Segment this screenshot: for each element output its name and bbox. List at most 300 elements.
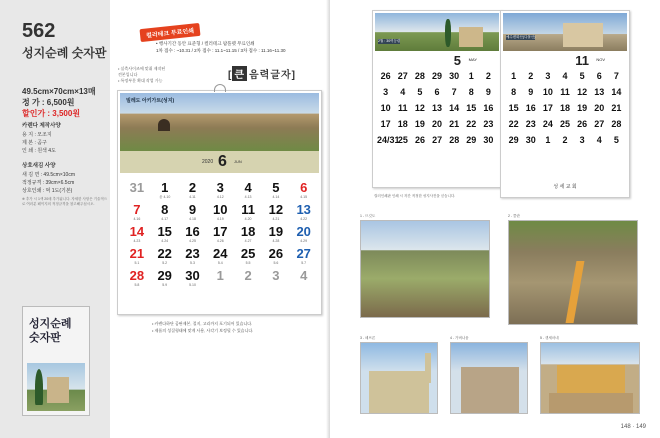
date-cell	[556, 103, 573, 119]
date-cell	[505, 119, 522, 135]
mini-note: • 실측사이즈에 맞춰 제작된	[118, 66, 166, 71]
date-cell	[428, 119, 445, 135]
date-cell	[428, 87, 445, 103]
week-row	[123, 181, 318, 203]
lunar-date: 4.20	[244, 217, 252, 221]
date-cell	[290, 203, 318, 225]
date-cell	[446, 119, 463, 135]
product-info-panel	[0, 0, 110, 438]
date-cell	[234, 203, 262, 225]
lunar-date: 4.25	[189, 239, 196, 243]
product-name: 성지순례 숫자판	[22, 46, 107, 60]
date-cell	[446, 135, 463, 151]
date-number: 21	[611, 103, 622, 113]
date-cell	[394, 135, 411, 151]
date-number: 25	[559, 119, 570, 129]
lunar-date: 4.11	[189, 195, 196, 199]
date-number: 5	[613, 135, 619, 145]
calendar-photo	[120, 93, 319, 151]
imprint-footer: 성 세 교 회	[553, 184, 577, 190]
date-cell	[505, 103, 522, 119]
date-number: 10	[213, 202, 228, 217]
sample-photo	[375, 13, 499, 51]
spec-section	[22, 122, 108, 155]
week-row	[123, 203, 318, 225]
date-number: 30	[449, 71, 460, 81]
date-number: 21	[449, 119, 460, 129]
date-number: 2	[485, 71, 491, 81]
lunar-date: 4.19	[216, 217, 224, 221]
date-number: 3	[216, 180, 224, 195]
date-number: 10	[380, 103, 391, 113]
date-number: 25	[240, 246, 256, 261]
date-cell	[463, 103, 480, 119]
date-number: 11	[560, 87, 570, 97]
date-cell	[151, 247, 179, 269]
product-number: 562	[22, 20, 56, 42]
date-number: 5	[417, 87, 423, 97]
date-number: 15	[508, 103, 519, 113]
date-cell	[262, 203, 290, 225]
spec-line: 제 본 : 곰구	[22, 140, 47, 146]
lunar-date: 윤 4.10	[159, 195, 171, 199]
date-number: 18	[559, 103, 570, 113]
date-cell	[539, 87, 556, 103]
week-row	[123, 225, 318, 247]
spec-heading: 카렌다 제작사양	[22, 123, 61, 129]
date-cell	[394, 103, 411, 119]
date-number: 21	[129, 246, 145, 261]
photo-label: 4 - 가버나움	[450, 336, 469, 340]
week-row	[505, 71, 625, 87]
photo-hebron	[360, 342, 438, 414]
date-number: 1	[545, 135, 551, 145]
date-number: 26	[380, 71, 391, 81]
sample-grid	[505, 71, 625, 151]
date-number: 1	[161, 180, 169, 195]
sample-month-name: MAY	[468, 57, 477, 62]
date-cell	[290, 181, 318, 203]
calendar-note: • 카렌다하단 곰판제본, 절지, 고리까지 포기되어 있습니다.	[152, 321, 253, 326]
date-cell	[206, 225, 234, 247]
date-number: 11	[397, 103, 408, 113]
calendar-year: 2020	[202, 159, 214, 165]
date-cell	[574, 71, 591, 87]
page-numbers: 148 · 149	[620, 424, 646, 430]
date-cell	[556, 119, 573, 135]
date-cell	[480, 103, 497, 119]
date-number: 9	[485, 87, 491, 97]
date-number: 20	[594, 103, 605, 113]
date-cell	[591, 119, 608, 135]
date-number: 12	[577, 87, 588, 97]
date-number: 2	[562, 135, 568, 145]
photo-capernaum	[450, 342, 528, 414]
date-cell	[480, 71, 497, 87]
date-cell	[539, 119, 556, 135]
date-cell	[377, 135, 400, 151]
date-cell	[574, 103, 591, 119]
date-cell	[574, 119, 591, 135]
date-number: 26	[577, 119, 588, 129]
calendar-thumbnail	[22, 306, 90, 416]
product-discount: 할인가 : 3,500원	[22, 109, 81, 118]
lunar-date: 5.5	[245, 261, 251, 265]
date-cell	[411, 119, 428, 135]
sample-caption: 예수변화산(다볼산)	[506, 35, 536, 39]
date-number: 14	[449, 103, 460, 113]
date-cell	[206, 247, 234, 269]
date-number: 26	[268, 246, 284, 261]
date-cell	[234, 225, 262, 247]
date-cell	[428, 71, 445, 87]
date-cell	[556, 71, 573, 87]
week-row	[505, 135, 625, 151]
date-cell	[429, 135, 446, 151]
photo-gethsemane	[540, 342, 640, 414]
date-number: 11	[241, 202, 255, 217]
large-text-label: 음력글자	[249, 70, 292, 81]
date-cell	[206, 181, 234, 203]
date-cell	[262, 181, 290, 203]
date-cell	[446, 71, 463, 87]
date-cell	[123, 181, 151, 203]
sample-caption: 2월 : 30여등령	[378, 39, 401, 43]
date-cell	[179, 203, 207, 225]
date-number: 31	[129, 180, 145, 195]
sample-month-header	[503, 51, 627, 69]
date-cell	[123, 225, 151, 247]
date-cell	[539, 103, 556, 119]
sample-photo	[503, 13, 627, 51]
lunar-date: 5.1	[134, 261, 140, 265]
date-number: 23	[525, 119, 536, 129]
photo-label: 1 - 므깃도	[360, 214, 376, 218]
date-cell	[206, 203, 234, 225]
lunar-date: 4.26	[216, 239, 224, 243]
hanger-hook	[214, 84, 226, 92]
date-number: 8	[468, 87, 474, 97]
print-line: 적정규격 : 39cm×6.5cm	[22, 180, 75, 186]
sample-grid	[377, 71, 497, 151]
print-line: 새 김 면 : 49.5cm×10cm	[22, 172, 75, 178]
date-number: 3	[383, 87, 389, 97]
lunar-date: 5.7	[301, 261, 307, 265]
date-cell	[446, 87, 463, 103]
date-number: 27	[397, 71, 408, 81]
date-cell	[522, 71, 539, 87]
date-number: 3	[272, 268, 280, 283]
date-number: 13	[296, 202, 311, 217]
lunar-date: 4.24	[161, 239, 169, 243]
sample-month-header	[375, 51, 499, 69]
date-cell	[179, 181, 207, 203]
lunar-date: 4.16	[133, 217, 141, 221]
date-cell	[539, 135, 556, 151]
date-cell	[151, 269, 179, 291]
calendar-grid	[123, 181, 318, 291]
date-number: 14	[129, 224, 145, 239]
date-number: 29	[508, 135, 519, 145]
week-row	[505, 119, 625, 135]
date-number: 2	[188, 180, 197, 195]
date-number: 19	[414, 119, 425, 129]
photo-qumran	[508, 220, 638, 325]
calendar-notes	[152, 320, 253, 334]
week-row	[377, 135, 497, 151]
large-lunar-label: [ 큰 음력글자]	[228, 66, 296, 81]
date-number: 1	[511, 71, 517, 81]
photo-label: 2 - 쿰란	[508, 214, 520, 218]
date-cell	[463, 135, 480, 151]
date-number: 2	[528, 71, 534, 81]
promo-line: • 행사기간 동안 표준형 / 컬러테크 팜플렛 무료인쇄	[156, 41, 255, 46]
week-row	[505, 103, 625, 119]
date-cell	[522, 87, 539, 103]
date-cell	[123, 247, 151, 269]
date-number: 5	[272, 180, 280, 195]
date-cell	[608, 135, 625, 151]
date-cell	[206, 269, 234, 291]
date-cell	[151, 203, 179, 225]
date-cell	[539, 71, 556, 87]
lunar-date: 4.29	[300, 239, 308, 243]
date-number: 17	[380, 119, 391, 129]
spec-line: 용 지 : 모조지	[22, 132, 52, 138]
date-number: 9	[528, 87, 534, 97]
date-number: 7	[133, 202, 141, 217]
date-number: 2	[244, 268, 252, 283]
date-cell	[428, 103, 445, 119]
lunar-date: 4.27	[244, 239, 252, 243]
week-row	[377, 71, 497, 87]
date-cell	[123, 203, 151, 225]
date-cell	[608, 103, 625, 119]
date-number: 8	[161, 202, 169, 217]
date-cell	[522, 135, 539, 151]
date-number: 18	[397, 119, 408, 129]
date-cell	[522, 119, 539, 135]
date-number: 28	[414, 71, 425, 81]
date-number: 30	[185, 268, 200, 283]
product-price: 정 가 : 6,500원	[22, 98, 75, 107]
photo-caption: 빌레도 아키가트(성지)	[126, 98, 175, 104]
date-number: 22	[508, 119, 519, 129]
print-section	[22, 162, 108, 207]
date-number: 9	[188, 202, 197, 217]
date-number: 27	[432, 135, 443, 145]
week-row	[377, 119, 497, 135]
date-number: 4	[300, 268, 308, 283]
mini-note: 견본입니다	[118, 72, 138, 77]
week-row	[505, 87, 625, 103]
lunar-date: 4.28	[272, 239, 280, 243]
date-cell	[480, 135, 497, 151]
date-number: 5	[579, 71, 585, 81]
date-cell	[608, 71, 625, 87]
date-cell	[411, 87, 428, 103]
date-number: 16	[185, 224, 200, 239]
date-cell	[505, 135, 522, 151]
right-page	[330, 0, 660, 438]
lunar-date: 5.8	[134, 283, 140, 287]
date-number: 17	[542, 103, 553, 113]
date-cell	[591, 71, 608, 87]
date-cell	[234, 247, 262, 269]
date-cell	[377, 119, 394, 135]
week-row	[377, 103, 497, 119]
date-number: 20	[296, 224, 311, 239]
calendar-month-name: JUN	[234, 159, 242, 164]
date-number: 28	[611, 119, 622, 129]
date-number: 29	[157, 268, 172, 283]
date-number: 15	[466, 103, 477, 113]
date-number: 22	[466, 119, 477, 129]
date-cell	[394, 119, 411, 135]
date-cell	[234, 269, 262, 291]
date-number: 1	[216, 268, 224, 283]
date-number: 10	[542, 87, 553, 97]
date-number: 4	[244, 180, 252, 195]
date-number: 25	[397, 135, 408, 145]
date-number: 20	[431, 119, 442, 129]
promo-text	[156, 40, 326, 54]
lunar-date: 5.6	[273, 261, 279, 265]
lunar-date: 5.10	[189, 283, 196, 287]
date-number: 14	[611, 87, 622, 97]
lunar-date: 4.18	[189, 217, 196, 221]
thumb-title-1: 성지순례	[29, 317, 72, 330]
date-cell	[463, 87, 480, 103]
date-cell	[556, 135, 573, 151]
date-number: 4	[400, 87, 406, 97]
date-cell	[394, 71, 411, 87]
date-cell	[591, 87, 608, 103]
date-cell	[377, 87, 394, 103]
date-cell	[411, 103, 428, 119]
date-cell	[480, 119, 497, 135]
lunar-date: 5.4	[217, 261, 223, 265]
large-text-box: 큰	[232, 66, 247, 81]
photo-megiddo	[360, 220, 490, 318]
mini-notes	[118, 66, 165, 84]
date-number: 28	[449, 135, 460, 145]
calendar-month: 6	[218, 153, 227, 170]
date-cell	[377, 103, 394, 119]
date-cell	[505, 87, 522, 103]
date-number: 22	[157, 246, 172, 261]
lunar-date: 4.21	[272, 217, 280, 221]
week-row	[123, 269, 318, 291]
main-calendar	[117, 90, 322, 315]
lunar-date: 4.15	[300, 195, 308, 199]
date-number: 4	[562, 71, 568, 81]
date-cell	[179, 225, 207, 247]
lunar-date: 5.2	[162, 261, 168, 265]
date-number: 23	[185, 246, 200, 261]
date-cell	[574, 87, 591, 103]
lunar-date: 4.12	[216, 195, 224, 199]
date-cell	[290, 247, 318, 269]
date-number: 19	[268, 224, 284, 239]
lunar-date: 4.23	[133, 239, 141, 243]
date-number: 4	[596, 135, 602, 145]
date-cell	[290, 269, 318, 291]
date-cell	[556, 87, 573, 103]
lunar-date: 4.14	[272, 195, 280, 199]
lunar-date: 4.13	[244, 195, 252, 199]
date-cell	[522, 103, 539, 119]
date-cell	[394, 87, 411, 103]
date-number: 13	[431, 103, 442, 113]
date-cell	[463, 71, 480, 87]
date-number: 16	[525, 103, 536, 113]
calendar-note: • 제품의 성질형태에 맞게 사용, 사각기 보정될 수 있습니다.	[152, 328, 254, 333]
sample-month: 5	[453, 53, 461, 68]
date-number: 12	[268, 202, 284, 217]
date-number: 26	[415, 135, 426, 145]
calendar-sample-nov	[500, 10, 630, 198]
mini-note: • 특정부분 확대 작업 가능	[118, 78, 163, 83]
date-number: 24	[213, 246, 228, 261]
date-cell	[411, 71, 428, 87]
thumb-photo	[27, 363, 85, 411]
date-cell	[151, 181, 179, 203]
print-note: ※ 추가 시 1색 20매 추가됩니다. 자세한 사항은 기술적으로 여러분 페이지의 적정규격을 참고해주십시오.	[22, 197, 108, 206]
lunar-date: 4.17	[161, 217, 169, 221]
month-band	[120, 151, 319, 173]
week-row	[123, 247, 318, 269]
date-cell	[234, 181, 262, 203]
date-number: 28	[129, 268, 145, 283]
date-number: 29	[466, 135, 477, 145]
date-number: 18	[240, 224, 256, 239]
lunar-date: 4.22	[300, 217, 308, 221]
date-number: 30	[483, 135, 494, 145]
date-number: 27	[296, 246, 311, 261]
date-number: 6	[434, 87, 440, 97]
spec-line: 인 쇄 : 원색 4도	[22, 148, 56, 154]
date-number: 24/31	[377, 135, 400, 145]
date-cell	[262, 225, 290, 247]
date-cell	[574, 135, 591, 151]
date-cell	[123, 269, 151, 291]
date-number: 15	[157, 224, 172, 239]
date-cell	[463, 119, 480, 135]
thumb-title-2: 숫자판	[29, 331, 61, 344]
date-cell	[591, 103, 608, 119]
date-number: 30	[525, 135, 536, 145]
photo-label: 3 - 헤브론	[360, 336, 376, 340]
date-number: 6	[300, 180, 308, 195]
date-number: 16	[483, 103, 494, 113]
date-cell	[151, 225, 179, 247]
date-cell	[179, 269, 207, 291]
date-number: 13	[594, 87, 605, 97]
date-cell	[377, 71, 394, 87]
calendar-sample-may	[372, 10, 502, 188]
date-cell	[262, 269, 290, 291]
date-cell	[608, 87, 625, 103]
date-number: 27	[594, 119, 605, 129]
promo-line: 1차 접수 : ~10.31 / 2차 접수 : 11.1~11.15 / 3차 접수 : 11.16~11.30	[156, 48, 286, 53]
print-heading: 상호새김 사양	[22, 163, 56, 169]
sample-month-name: NOV	[596, 57, 605, 62]
sample-month: 11	[575, 53, 589, 68]
date-cell	[179, 247, 207, 269]
date-number: 19	[577, 103, 588, 113]
date-cell	[591, 135, 608, 151]
